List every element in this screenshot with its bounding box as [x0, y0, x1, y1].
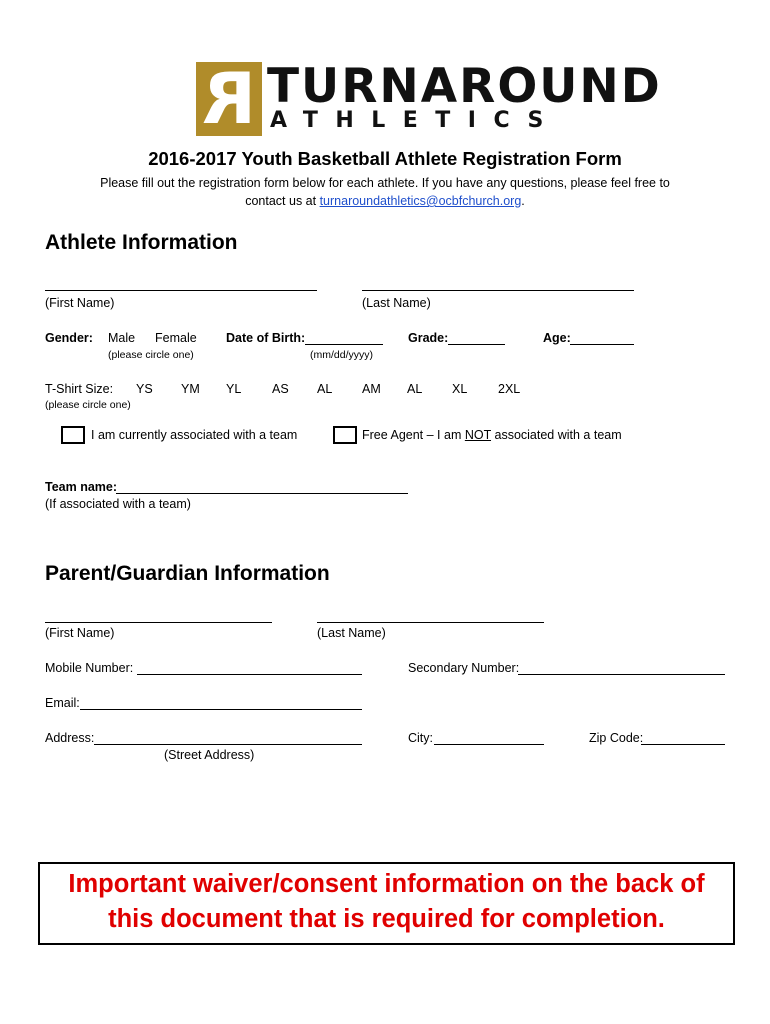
parent-first-name-field[interactable]	[45, 622, 272, 623]
address-label: Address:	[45, 731, 95, 745]
team-association-checkbox[interactable]	[61, 426, 85, 444]
waiver-notice-line1: Important waiver/consent information on the back of	[68, 870, 705, 898]
grade-label: Grade:	[408, 331, 449, 345]
tshirt-size-option[interactable]: AL	[317, 382, 333, 396]
parent-section-heading: Parent/Guardian Information	[45, 562, 330, 585]
mobile-number-label: Mobile Number:	[45, 661, 134, 675]
city-field[interactable]	[434, 744, 544, 745]
tshirt-label: T-Shirt Size:	[45, 382, 114, 396]
address-hint: (Street Address)	[164, 748, 255, 762]
tshirt-size-option[interactable]: XL	[452, 382, 468, 396]
tshirt-hint: (please circle one)	[45, 399, 131, 411]
form-title: 2016-2017 Youth Basketball Athlete Registration Form	[148, 148, 622, 169]
email-field[interactable]	[80, 709, 362, 710]
intro-text-line2	[0, 194, 770, 208]
contact-email-link[interactable]: turnaroundathletics@ocbfchurch.org	[319, 194, 522, 208]
tshirt-size-option[interactable]: AS	[272, 382, 289, 396]
gender-option-female[interactable]: Female	[155, 331, 197, 345]
tshirt-size-option[interactable]: AM	[362, 382, 381, 396]
tshirt-size-option[interactable]: 2XL	[498, 382, 521, 396]
dob-hint: (mm/dd/yyyy)	[310, 349, 373, 361]
city-label: City:	[408, 731, 433, 745]
tshirt-size-option[interactable]: AL	[407, 382, 423, 396]
parent-last-name-field[interactable]	[317, 622, 544, 623]
athlete-first-name-field[interactable]	[45, 290, 317, 291]
athlete-last-name-caption: (Last Name)	[362, 296, 431, 310]
secondary-number-field[interactable]	[518, 674, 725, 675]
intro-contact-prefix: contact us at	[245, 194, 320, 208]
gender-label: Gender:	[45, 331, 93, 345]
gender-option-male[interactable]: Male	[108, 331, 136, 345]
age-field[interactable]	[570, 344, 634, 345]
logo-wordmark: TURNAROUND	[267, 59, 662, 114]
team-association-label: I am currently associated with a team	[91, 428, 298, 442]
age-label: Age:	[543, 331, 571, 345]
waiver-notice-line2: this document that is required for completion.	[108, 905, 665, 933]
secondary-number-label: Secondary Number:	[408, 661, 520, 675]
free-agent-checkbox[interactable]	[333, 426, 357, 444]
athlete-first-name-caption: (First Name)	[45, 296, 115, 310]
free-agent-not-emphasis: NOT	[464, 428, 492, 442]
free-agent-suffix: associated with a team	[491, 428, 622, 442]
dob-label: Date of Birth:	[226, 331, 306, 345]
team-name-field[interactable]	[116, 493, 408, 494]
parent-last-name-caption: (Last Name)	[317, 626, 386, 640]
gender-hint: (please circle one)	[108, 349, 194, 361]
athlete-section-heading: Athlete Information	[45, 231, 238, 254]
zip-code-field[interactable]	[641, 744, 725, 745]
tshirt-size-option[interactable]: YS	[136, 382, 153, 396]
parent-first-name-caption: (First Name)	[45, 626, 115, 640]
zip-code-label: Zip Code:	[589, 731, 644, 745]
waiver-notice-box	[38, 862, 735, 945]
intro-text-line1: Please fill out the registration form below for each athlete. If you have any questions, please feel free to	[100, 176, 670, 190]
team-name-label: Team name:	[45, 480, 118, 494]
grade-field[interactable]	[448, 344, 505, 345]
dob-field[interactable]	[305, 344, 383, 345]
logo-letter: R	[202, 58, 256, 140]
email-label: Email:	[45, 696, 80, 710]
tshirt-size-option[interactable]: YM	[181, 382, 200, 396]
team-name-hint: (If associated with a team)	[45, 497, 191, 511]
free-agent-label	[362, 428, 622, 442]
intro-contact-suffix: .	[521, 194, 525, 208]
free-agent-prefix: Free Agent – I am	[362, 428, 465, 442]
athlete-last-name-field[interactable]	[362, 290, 634, 291]
tshirt-size-option[interactable]: YL	[226, 382, 242, 396]
logo-subtitle: ATHLETICS	[270, 108, 561, 133]
address-field[interactable]	[94, 744, 362, 745]
mobile-number-field[interactable]	[137, 674, 362, 675]
